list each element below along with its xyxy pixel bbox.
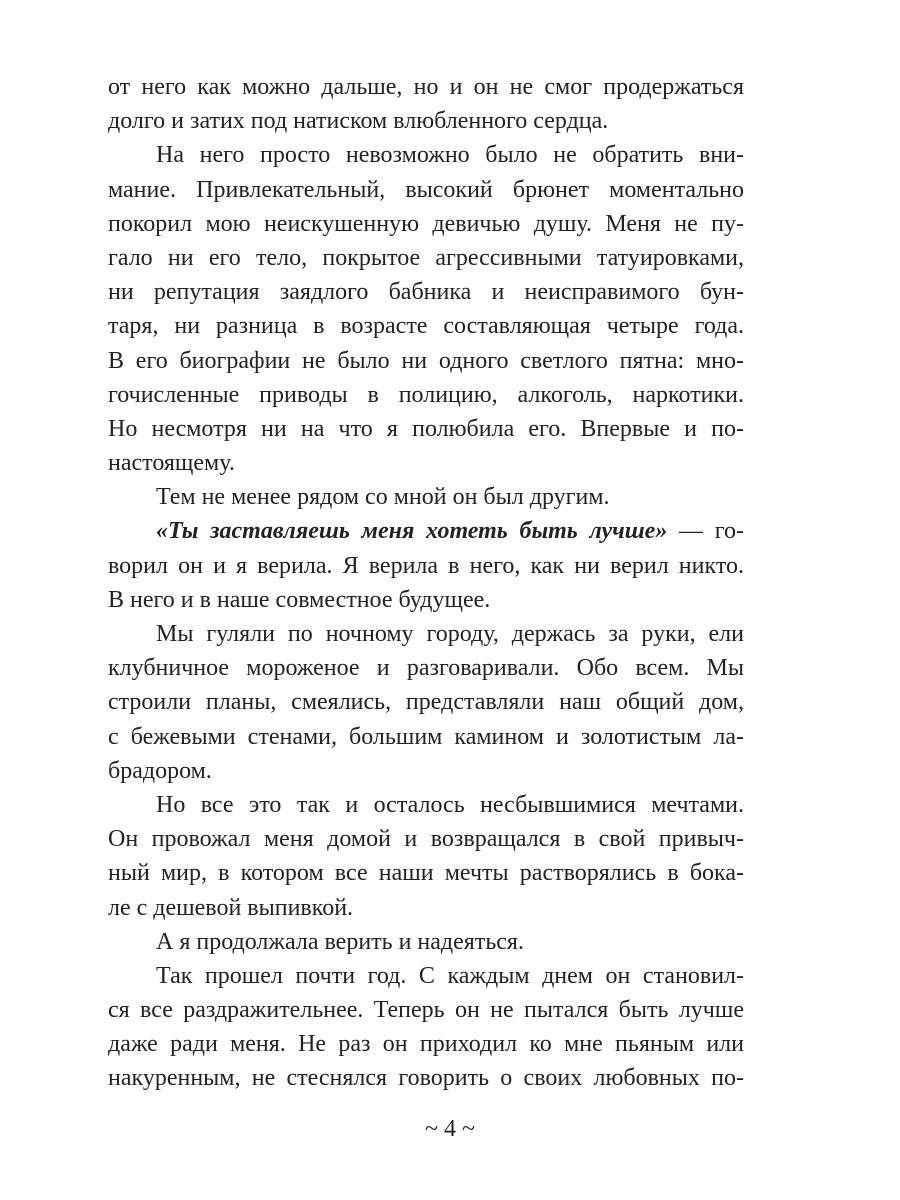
text-line: ле с дешевой выпивкой.: [108, 894, 354, 921]
quote-rest: — го-: [667, 518, 744, 545]
text-line: от него как можно дальше, но и он не смог продержаться: [108, 74, 744, 100]
text-line: мание. Привлекательный, высокий брюнет моментально: [108, 176, 744, 203]
text-line: Так прошел почти год. С каждым днем он становил-: [156, 962, 744, 989]
text-line: с бежевыми стенами, большим камином и золотистым ла-: [108, 723, 744, 750]
text-line: даже ради меня. Не раз он приходил ко мне пьяным или: [108, 1031, 744, 1058]
text-line: Но несмотря ни на что я полюбила его. Впервые и по-: [108, 415, 744, 442]
text-line: ный мир, в котором все наши мечты растворялись в бока-: [108, 860, 744, 887]
text-line: ворил он и я верила. Я верила в него, как ни верил никто.: [108, 552, 744, 579]
text-line: В его биографии не было ни одного светлого пятна: мно-: [108, 347, 744, 374]
text-line: покорил мою неискушенную девичью душу. Меня не пу-: [108, 210, 744, 237]
text-line: Тем не менее рядом со мной он был другим.: [156, 484, 610, 511]
page-number: ~ 4 ~: [425, 1116, 475, 1142]
text-line: ся все раздражительнее. Теперь он не пытался быть лучше: [108, 997, 744, 1024]
text-line: гало ни его тело, покрытое агрессивными татуировками,: [108, 244, 744, 271]
text-line: брадором.: [108, 757, 212, 784]
text-line: настоящему.: [108, 450, 235, 477]
text-line: Но все это так и осталось несбывшимися мечтами.: [156, 791, 744, 818]
text-line: строили планы, смеялись, представляли наш общий дом,: [108, 689, 744, 716]
quote-italic: «Ты заставляешь меня хотеть быть лучше»: [156, 518, 668, 545]
text-line: таря, ни разница в возрасте составляющая четыре года.: [108, 313, 744, 340]
text-line: долго и затих под натиском влюбленного сердца.: [108, 108, 609, 135]
text-line: В него и в наше совместное будущее.: [108, 586, 491, 613]
text-line: клубничное мороженое и разговаривали. Обо всем. Мы: [108, 655, 744, 682]
text-line: А я продолжала верить и надеяться.: [156, 928, 524, 955]
text-line: Мы гуляли по ночному городу, держась за руки, ели: [156, 621, 744, 647]
text-line: накуренным, не стеснялся говорить о своих любовных по-: [108, 1065, 744, 1092]
body-text: [108, 70, 744, 1096]
text-line: гочисленные приводы в полицию, алкоголь, наркотики.: [108, 381, 744, 408]
quote-line: [108, 514, 744, 548]
text-line: Он провожал меня домой и возвращался в свой привыч-: [108, 826, 744, 853]
text-line: ни репутация заядлого бабника и неисправимого бун-: [108, 279, 744, 306]
text-line: На него просто невозможно было не обратить вни-: [156, 142, 744, 169]
